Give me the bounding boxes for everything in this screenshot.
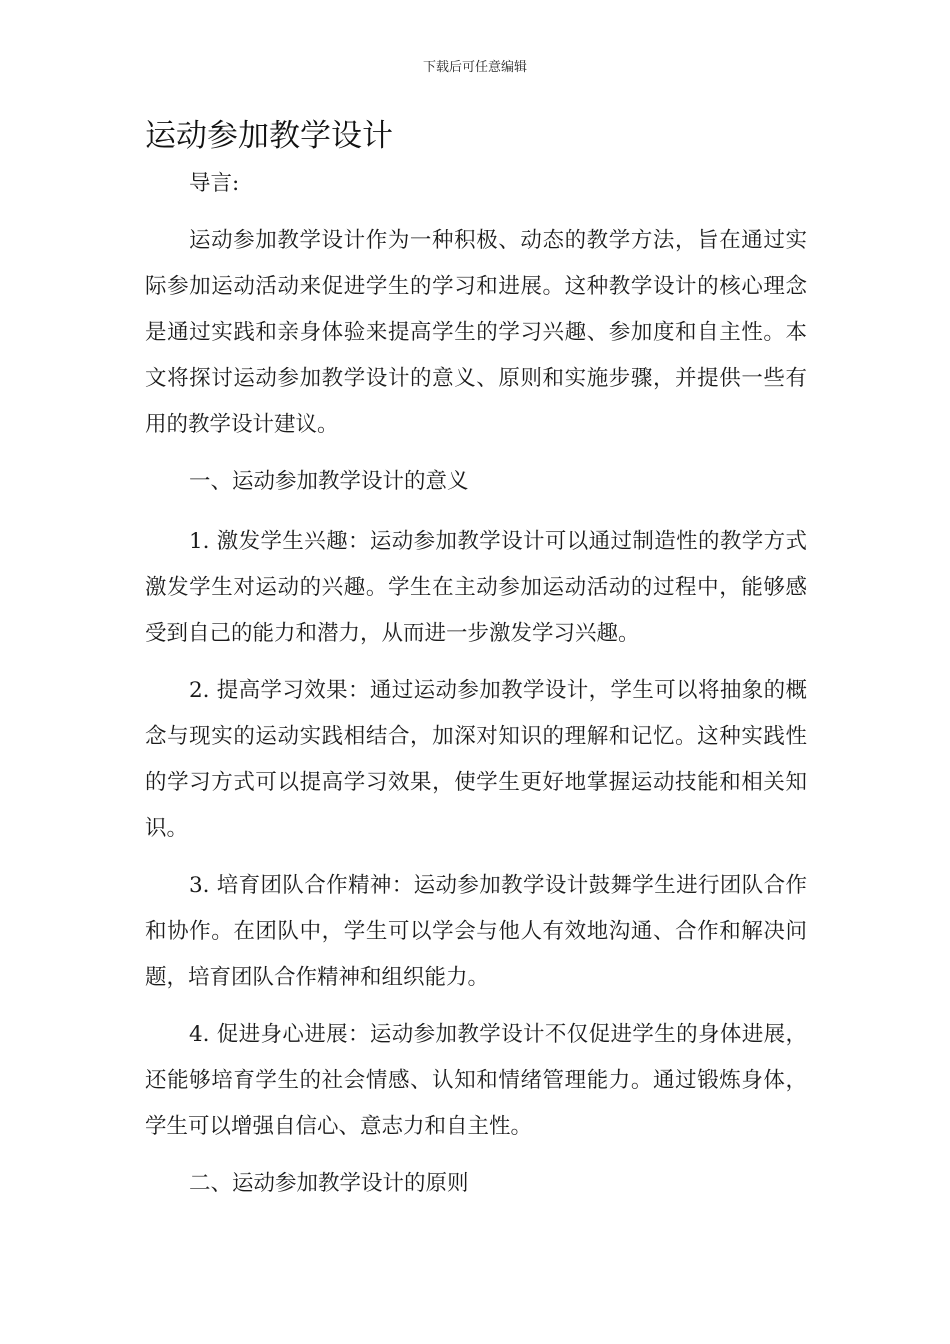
section-heading-principles: 二、运动参加教学设计的原则 (189, 1171, 469, 1196)
header-note: 下载后可任意编辑 (422, 60, 527, 75)
section-heading-significance: 一、运动参加教学设计的意义 (189, 469, 469, 494)
document-title: 运动参加教学设计 (145, 118, 393, 154)
document-body (145, 161, 807, 1221)
list-item-interest: 1. 激发学生兴趣：运动参加教学设计可以通过制造性的教学方式激发学生对运动的兴趣。学生在主动参加运动活动的过程中，能够感受到自己的能力和潜力，从而进一步激发学习兴趣。 (145, 529, 807, 646)
list-item-teamwork: 3. 培育团队合作精神：运动参加教学设计鼓舞学生进行团队合作和协作。在团队中，学生可以学会与他人有效地沟通、合作和解决问题，培育团队合作精神和组织能力。 (145, 873, 807, 990)
list-item-learning-effect: 2. 提高学习效果：通过运动参加教学设计，学生可以将抽象的概念与现实的运动实践相结合，加深对知识的理解和记忆。这种实践性的学习方式可以提高学习效果，使学生更好地掌握运动技能和相关知识。 (145, 678, 807, 841)
intro-paragraph: 运动参加教学设计作为一种积极、动态的教学方法，旨在通过实际参加运动活动来促进学生的学习和进展。这种教学设计的核心理念是通过实践和亲身体验来提高学生的学习兴趣、参加度和自主性。本文将探讨运动参加教学设计的意义、原则和实施步骤，并提供一些有用的教学设计建议。 (145, 228, 807, 437)
intro-label: 导言: (189, 171, 240, 196)
list-item-development: 4. 促进身心进展：运动参加教学设计不仅促进学生的身体进展，还能够培育学生的社会情感、认知和情绪管理能力。通过锻炼身体，学生可以增强自信心、意志力和自主性。 (145, 1022, 807, 1139)
